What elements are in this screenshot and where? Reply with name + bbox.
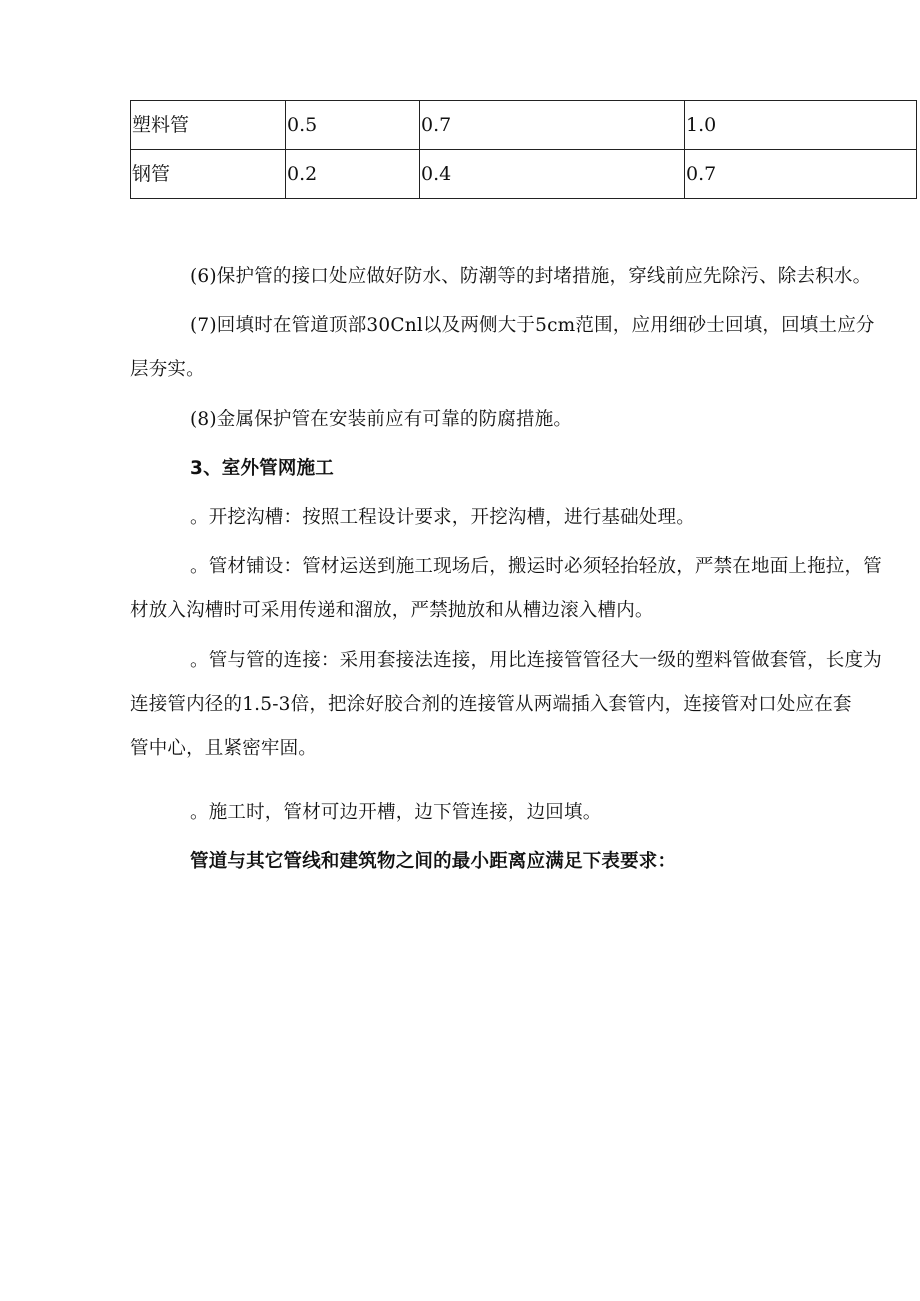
- paragraph-line: 。管材铺设：管材运送到施工现场后，搬运时必须轻抬轻放，严禁在地面上拖拉，管: [190, 556, 882, 577]
- table-cell: 塑料管: [131, 101, 286, 150]
- table-cell: 0.5: [286, 101, 420, 150]
- paragraph-line: (8)金属保护管在安装前应有可靠的防腐措施。: [190, 409, 573, 430]
- table-row: [131, 150, 917, 199]
- paragraph-7: [130, 304, 916, 392]
- distance-heading-text: 管道与其它管线和建筑物之间的最小距离应满足下表要求：: [190, 851, 677, 872]
- pipe-spec-table: [130, 100, 917, 199]
- paragraph-line: (7)回填时在管道顶部30Cnl以及两侧大于5cm范围，应用细砂士回填，回填土应分: [190, 315, 875, 336]
- table-cell: 钢管: [131, 150, 286, 199]
- paragraph-line: 管中心，且紧密牢固。: [130, 738, 318, 759]
- table-row: [131, 101, 917, 150]
- table-cell: 0.7: [420, 101, 685, 150]
- paragraph-line: 层夯实。: [130, 359, 205, 380]
- paragraph-line: 。管与管的连接：采用套接法连接，用比连接管管径大一级的塑料管做套管，长度为: [190, 650, 882, 671]
- paragraph-laying: [130, 545, 916, 633]
- paragraph-line: 材放入沟槽时可采用传递和溜放，严禁抛放和从槽边滚入槽内。: [130, 600, 654, 621]
- table-cell: 0.7: [685, 150, 917, 199]
- table-cell: 0.2: [286, 150, 420, 199]
- paragraph-construct: [130, 791, 916, 835]
- paragraph-line: 连接管内径的1.5-3倍，把涂好胶合剂的连接管从两端插入套管内，连接管对口处应在套: [130, 694, 852, 715]
- section-heading: [130, 447, 916, 491]
- paragraph-8: [130, 398, 916, 442]
- paragraph-trench: [130, 496, 916, 540]
- table-cell: 0.4: [420, 150, 685, 199]
- paragraph-line: 。施工时，管材可边开槽，边下管连接，边回填。: [190, 802, 602, 823]
- paragraph-line: (6)保护管的接口处应做好防水、防潮等的封堵措施，穿线前应先除污、除去积水。: [190, 266, 872, 287]
- paragraph-6: [130, 255, 916, 299]
- paragraph-line: 。开挖沟槽：按照工程设计要求，开挖沟槽，进行基础处理。: [190, 507, 695, 528]
- table-cell: 1.0: [685, 101, 917, 150]
- distance-heading: [130, 840, 916, 884]
- section-heading-text: 3、室外管网施工: [190, 458, 334, 479]
- paragraph-joint: [130, 639, 916, 771]
